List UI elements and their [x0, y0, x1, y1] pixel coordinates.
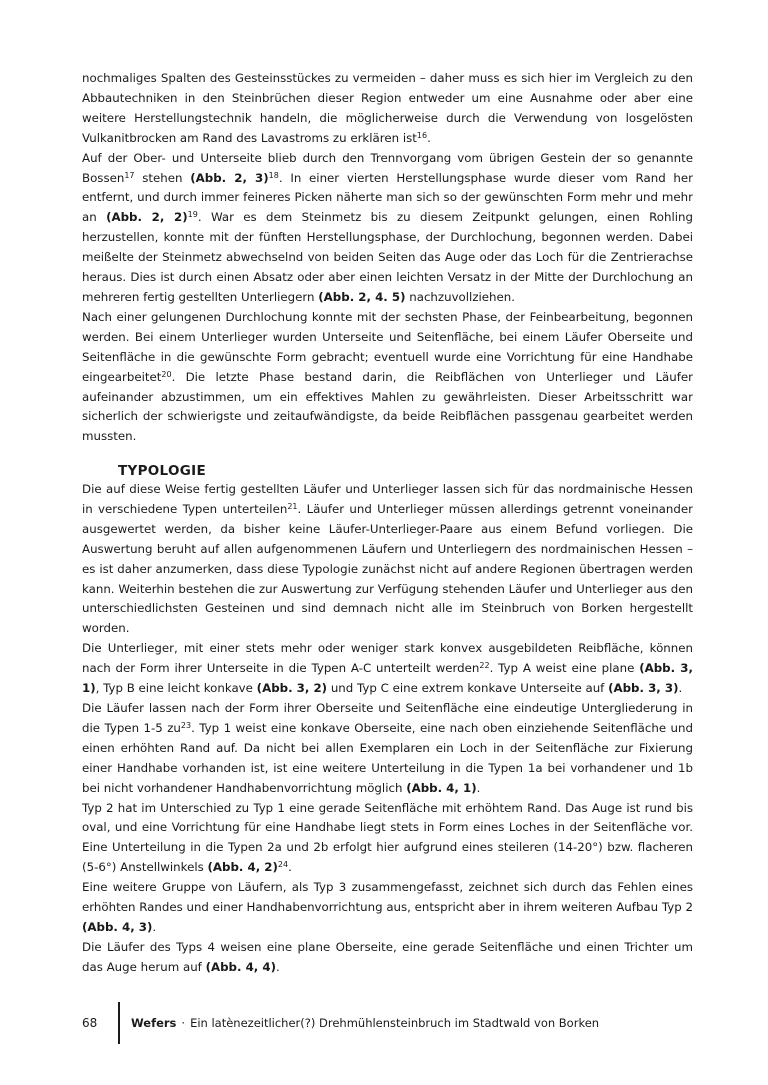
figure-reference: (Abb. 3, 3) — [608, 681, 679, 696]
footer-title: Ein latènezeitlicher(?) Drehmühlensteinbruch im Stadtwald von Borken — [190, 1016, 600, 1030]
footnote-marker: 17 — [124, 170, 135, 180]
text-run: . Die letzte Phase bestand darin, die Reibflächen von Unterlieger und Läufer aufeinander abzustimmen, um ein effektives Mahlen zu gewährleisten. Dieser Arbeitsschritt war sicherlich der schwierigste und zeitaufwändigste, da beide Reibflächen passgenau gearbeitet werden mussten. — [82, 369, 693, 444]
text-run: Nach einer gelungenen Durchlochung konnte mit der sechsten Phase, der Feinbearbeitung, begonnen werden. Bei einem Unterlieger wurden Unterseite und Seitenfläche, bei einem Läufer Oberseite und Seitenfläche in die gewünschte Form gebracht; eventuell wurde eine Vorrichtung für eine Handhabe eingearbeitet — [82, 309, 693, 384]
text-run: Die Läufer lassen nach der Form ihrer Oberseite und Seitenfläche eine eindeutige Untergliederung in die Typen 1-5 zu — [82, 700, 693, 735]
footer-divider — [118, 1002, 120, 1044]
text-run: . In einer vierten Herstellungsphase wurde dieser vom Rand her entfernt, und durch immer feineres Picken näherte man sich so der gewünschten Form mehr und mehr an — [82, 170, 694, 225]
paragraph — [82, 69, 693, 149]
body-text-section-1 — [82, 69, 693, 447]
figure-reference: (Abb. 4, 3) — [82, 919, 153, 934]
text-run: . War es dem Steinmetz bis zu diesem Zeitpunkt gelungen, einen Rohling herzustellen, konnte mit der fünften Herstellungsphase, der Durchlochung, begonnen werden. Dabei meißelte der Steinmetz abwechselnd von beiden Seiten das Auge oder das Loch für die Zentrierachse heraus. Dies ist durch einen Absatz oder aber einen leichten Versatz in der Mitte der Durchlochung an mehreren fertig gestellten Unterliegern — [82, 210, 693, 304]
text-run: , Typ B eine leicht konkave — [95, 681, 257, 696]
paragraph — [82, 639, 693, 699]
text-run: . — [275, 959, 280, 974]
footer-author: Wefers — [131, 1016, 177, 1030]
footnote-marker: 20 — [161, 369, 172, 379]
figure-reference: (Abb. 3, 1) — [82, 661, 693, 696]
running-footer — [131, 1016, 599, 1030]
text-run: Die Läufer des Typs 4 weisen eine plane Oberseite, eine gerade Seitenfläche und einen Trichter um das Auge herum auf — [82, 939, 693, 974]
footnote-marker: 16 — [416, 130, 428, 140]
paragraph — [82, 149, 693, 308]
text-run: Eine weitere Gruppe von Läufern, als Typ 3 zusammengefasst, zeichnet sich durch das Fehlen eines erhöhten Randes und einer Handhabenvorrichtung aus, entspricht aber in ihrem weiteren Aufbau Typ 2 — [82, 880, 693, 915]
text-run: nochmaliges Spalten des Gesteinsstückes zu vermeiden – daher muss es sich hier im Vergleich zu den Abbautechniken in den Steinbrüchen dieser Region entweder um eine Ausnahme oder aber eine weitere Herstellungstechnik handeln, die möglicherweise durch die Verwendung von losgelösten Vulkanitbrocken am Rand des Lavastroms zu erklären ist — [82, 71, 693, 145]
footer-separator: · — [181, 1016, 186, 1030]
body-text-section-2 — [82, 480, 693, 978]
paragraph — [82, 480, 693, 639]
paragraph — [82, 799, 693, 879]
figure-reference: (Abb. 2, 2) — [106, 210, 188, 225]
text-run: stehen — [134, 170, 191, 185]
text-run: . Typ 1 weist eine konkave Oberseite, eine nach oben einziehende Seitenfläche und einen erhöhten Rand auf. Da nicht bei allen Exemplaren ein Loch in der Seitenfläche zur Fixierung einer Handhabe vorhanden ist, ist eine weitere Unterteilung in die Typen 1a bei vorhandener und 1b bei nicht vorhandener Handhabenvorrichtung möglich — [82, 720, 693, 795]
paragraph — [82, 938, 693, 978]
figure-reference: (Abb. 4, 4) — [205, 959, 276, 974]
text-run: . — [152, 919, 157, 934]
figure-reference: (Abb. 3, 2) — [256, 681, 328, 696]
footnote-marker: 23 — [180, 720, 192, 730]
figure-reference: (Abb. 2, 3) — [190, 170, 269, 185]
section-heading: TYPOLOGIE — [118, 463, 206, 479]
footnote-marker: 24 — [277, 860, 289, 870]
figure-reference: (Abb. 4, 1) — [406, 780, 477, 795]
text-run: . Typ A weist eine plane — [489, 661, 640, 676]
page-number: 68 — [82, 1016, 98, 1030]
footnote-marker: 19 — [187, 210, 198, 220]
paragraph — [82, 699, 693, 799]
paragraph — [82, 878, 693, 938]
text-run: Die Unterlieger, mit einer stets mehr oder weniger stark konvex ausgebildeten Reibfläche, können nach der Form ihrer Unterseite in die Typen A-C unterteilt werden — [82, 641, 693, 676]
text-run: . — [427, 130, 431, 145]
paragraph — [82, 308, 693, 447]
text-run: Die auf diese Weise fertig gestellten Läufer und Unterlieger lassen sich für das nordmainische Hessen in verschiedene Typen unterteilen — [82, 482, 693, 516]
text-run: nachzuvollziehen. — [405, 289, 516, 304]
footnote-marker: 18 — [268, 170, 279, 180]
figure-reference: (Abb. 2, 4. 5) — [318, 289, 406, 304]
text-run: und Typ C eine extrem konkave Unterseite auf — [327, 681, 609, 696]
text-run: . — [476, 780, 481, 795]
text-run: Typ 2 hat im Unterschied zu Typ 1 eine gerade Seitenfläche mit erhöhtem Rand. Das Auge ist rund bis oval, und eine Vorrichtung für eine Handhabe liegt stets in Form eines Loches in der Seitenfläche vor. Eine Unterteilung in die Typen 2a und 2b erfolgt hier aufgrund eines steileren (14-20°) bzw. flacheren (5-6°) Anstellwinkels — [82, 800, 693, 875]
figure-reference: (Abb. 4, 2) — [207, 860, 278, 875]
footnote-marker: 22 — [479, 661, 490, 671]
text-run: . Läufer und Unterlieger müssen allerdings getrennt voneinander ausgewertet werden, da bisher keine Läufer-Unterlieger-Paare aus einem Befund vorliegen. Die Auswertung beruht auf allen aufgenommenen Läufern und Unterliegern des nordmainischen Hessen – es ist daher anzumerken, dass diese Typologie zunächst nicht auf andere Regionen übertragen werden kann. Weiterhin bestehen die zur Auswertung zur Verfügung stehenden Läufer und Unterlieger aus den unterschiedlichsten Gesteinen und sind demnach nicht alle im Steinbruch von Borken hergestellt worden. — [82, 501, 693, 636]
text-run: . — [288, 860, 292, 875]
text-run: . — [678, 681, 683, 696]
footnote-marker: 21 — [287, 501, 298, 511]
text-run: Auf der Ober- und Unterseite blieb durch den Trennvorgang vom übrigen Gestein der so genannte Bossen — [82, 150, 693, 185]
